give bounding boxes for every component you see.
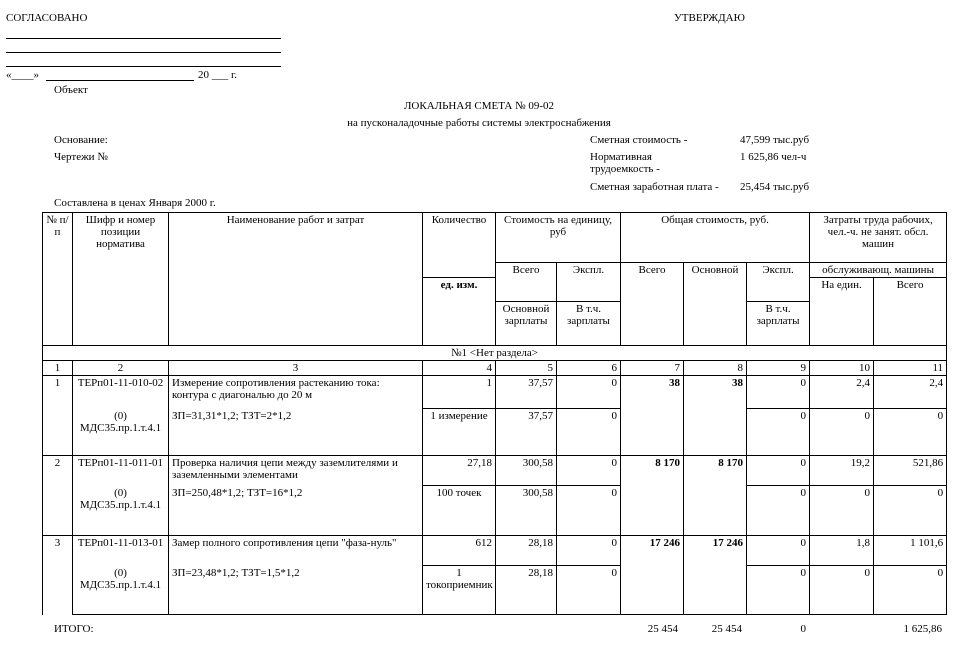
header-num: № п/п <box>43 213 73 346</box>
row-col7: 38 <box>621 376 684 456</box>
labor-label-1: Нормативная <box>590 151 652 163</box>
row-col8: 8 170 <box>684 456 747 536</box>
labor-value: 1 625,86 чел-ч <box>740 151 807 163</box>
row-col10: 19,2 <box>810 456 874 486</box>
row-col6: 0 <box>557 456 621 486</box>
col-number: 5 <box>496 361 557 376</box>
header-total-cost: Общая стоимость, руб. <box>621 213 810 263</box>
col-number: 3 <box>169 361 423 376</box>
table-row <box>43 566 947 615</box>
row-col5: 37,57 <box>496 376 557 409</box>
cost-value: 47,599 тыс.руб <box>740 134 810 146</box>
col-number: 1 <box>43 361 73 376</box>
section-title: №1 <Нет раздела> <box>43 346 947 361</box>
wage-label: Сметная заработная плата - <box>590 181 719 193</box>
header-obsl-mashiny: обслуживающ. машины <box>810 263 947 278</box>
col-number: 6 <box>557 361 621 376</box>
row-code-2: (0) МДС35.пр.1.т.4.1 <box>73 486 169 536</box>
row-col6: 0 <box>557 536 621 566</box>
prices-note: Составлена в ценах Января 2000 г. <box>54 197 216 209</box>
header-vtch-1: В т.ч. зарплаты <box>557 302 621 346</box>
col-number: 11 <box>874 361 947 376</box>
row-col6: 0 <box>557 376 621 409</box>
row-col11: 1 101,6 <box>874 536 947 566</box>
row-qty: 612 <box>423 536 496 566</box>
table-row <box>43 486 947 536</box>
object-label: Объект <box>54 84 88 96</box>
row-col5-2: 37,57 <box>496 409 557 456</box>
total-col8: 25 454 <box>711 623 742 635</box>
row-name-2: ЗП=31,31*1,2; ТЗТ=2*1,2 <box>169 409 423 456</box>
row-name: Замер полного сопротивления цепи "фаза-нуль" <box>169 536 423 566</box>
date-month-line <box>46 80 194 81</box>
row-col10: 2,4 <box>810 376 874 409</box>
col-number: 7 <box>621 361 684 376</box>
row-col9: 0 <box>747 376 810 409</box>
row-num: 3 <box>43 536 73 615</box>
total-col11: 1 625,86 <box>903 623 942 635</box>
row-col11: 2,4 <box>874 376 947 409</box>
row-col11-2: 0 <box>874 486 947 536</box>
total-label: ИТОГО: <box>54 623 94 635</box>
header-unit: ед. изм. <box>423 278 496 346</box>
header-name: Наименование работ и затрат <box>169 213 423 346</box>
row-col9: 0 <box>747 536 810 566</box>
table-row <box>43 536 947 566</box>
row-unit: 1 токоприемник <box>423 566 496 615</box>
row-col8: 17 246 <box>684 536 747 615</box>
row-col5: 300,58 <box>496 456 557 486</box>
date-year: 20 ___ г. <box>198 69 238 81</box>
estimate-table <box>42 212 947 615</box>
header-vsego-2: Всего <box>621 263 684 346</box>
table-row <box>43 376 947 409</box>
total-col9: 0 <box>800 623 806 635</box>
row-code-2: (0) МДС35.пр.1.т.4.1 <box>73 409 169 456</box>
row-name-2: ЗП=250,48*1,2; ТЗТ=16*1,2 <box>169 486 423 536</box>
row-code: ТЕРп01-11-010-02 <box>73 376 169 409</box>
header-unit-cost: Стоимость на единицу, руб <box>496 213 621 263</box>
row-col5-2: 300,58 <box>496 486 557 536</box>
document-subtitle: на пусконаладочные работы системы электроснабжения <box>347 117 611 129</box>
date-day: «____» <box>6 69 39 81</box>
header-vsego-3: Всего <box>874 278 947 346</box>
row-col5-2: 28,18 <box>496 566 557 615</box>
soglasovano-label: СОГЛАСОВАНО <box>6 12 88 24</box>
row-col9-2: 0 <box>747 486 810 536</box>
row-name-2: ЗП=23,48*1,2; ТЗТ=1,5*1,2 <box>169 566 423 615</box>
signature-line-3 <box>6 66 281 67</box>
document-title: ЛОКАЛЬНАЯ СМЕТА № 09-02 <box>403 100 555 112</box>
row-col9-2: 0 <box>747 566 810 615</box>
row-col6-2: 0 <box>557 566 621 615</box>
header-code: Шифр и номер позиции норматива <box>73 213 169 346</box>
row-col5: 28,18 <box>496 536 557 566</box>
row-qty: 1 <box>423 376 496 409</box>
header-na-edin: На един. <box>810 278 874 346</box>
table-row <box>43 456 947 486</box>
labor-label-2: трудоемкость - <box>590 163 660 175</box>
row-code: ТЕРп01-11-013-01 <box>73 536 169 566</box>
header-vtch-2: В т.ч. зарплаты <box>747 302 810 346</box>
osnovanie-label: Основание: <box>54 134 108 146</box>
col-number: 4 <box>423 361 496 376</box>
row-col7: 17 246 <box>621 536 684 615</box>
col-number: 10 <box>810 361 874 376</box>
signature-line-2 <box>6 52 281 53</box>
signature-line-1 <box>6 38 281 39</box>
header-blank-6 <box>557 278 621 302</box>
row-unit: 100 точек <box>423 486 496 536</box>
header-qty: Количество <box>423 213 496 278</box>
row-col9: 0 <box>747 456 810 486</box>
header-osnovnoy: Основной <box>684 263 747 346</box>
column-numbers-row <box>43 361 947 376</box>
row-col11-2: 0 <box>874 566 947 615</box>
row-code-2: (0) МДС35.пр.1.т.4.1 <box>73 566 169 615</box>
header-osn-zarplaty: Основной зарплаты <box>496 302 557 346</box>
row-col10-2: 0 <box>810 566 874 615</box>
row-qty: 27,18 <box>423 456 496 486</box>
header-labor: Затраты труда рабочих, чел.-ч. не занят. обсл. машин <box>810 213 947 263</box>
row-name: Проверка наличия цепи между заземлителями и заземленными элементами <box>169 456 423 486</box>
row-col10: 1,8 <box>810 536 874 566</box>
table-row <box>43 409 947 456</box>
header-blank-9 <box>747 278 810 302</box>
row-col10-2: 0 <box>810 409 874 456</box>
col-number: 2 <box>73 361 169 376</box>
row-col8: 38 <box>684 376 747 456</box>
row-col9-2: 0 <box>747 409 810 456</box>
total-col7: 25 454 <box>647 623 678 635</box>
wage-value: 25,454 тыс.руб <box>740 181 810 193</box>
col-number: 9 <box>747 361 810 376</box>
row-col11-2: 0 <box>874 409 947 456</box>
row-name: Измерение сопротивления растеканию тока: контура с диагональю до 20 м <box>169 376 423 409</box>
cost-label: Сметная стоимость - <box>590 134 688 146</box>
row-num: 1 <box>43 376 73 456</box>
col-number: 8 <box>684 361 747 376</box>
chertezhi-label: Чертежи № <box>54 151 108 163</box>
utverzhdayu-label: УТВЕРЖДАЮ <box>674 12 745 24</box>
row-col11: 521,86 <box>874 456 947 486</box>
header-blank-5 <box>496 278 557 302</box>
row-col6-2: 0 <box>557 486 621 536</box>
header-expl-1: Экспл. <box>557 263 621 278</box>
row-unit: 1 измерение <box>423 409 496 456</box>
row-col7: 8 170 <box>621 456 684 536</box>
row-num: 2 <box>43 456 73 536</box>
header-expl-2: Экспл. <box>747 263 810 278</box>
header-vsego-1: Всего <box>496 263 557 278</box>
row-col6-2: 0 <box>557 409 621 456</box>
row-code: ТЕРп01-11-011-01 <box>73 456 169 486</box>
row-col10-2: 0 <box>810 486 874 536</box>
